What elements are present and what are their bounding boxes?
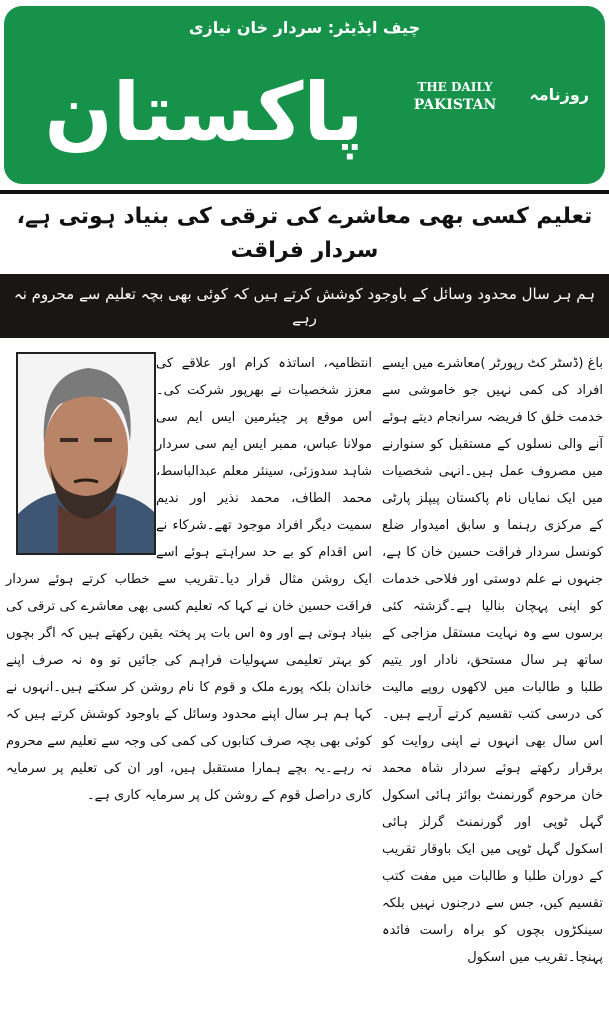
text-line: الطاف، محمد نذیر اور ندیم سمیت دیگر <box>156 491 372 533</box>
article-body <box>0 338 609 971</box>
text-line: کمی کی وجہ سے تعلیم سے محروم نہ رہے۔یہ بچے ہمارا <box>6 734 372 776</box>
text-line: یقین رکھتے ہیں کہ اگر بچوں کو بہتر تعلیمی سہولیات <box>6 626 372 668</box>
text-line: مستقبل ہیں، اور ان کی تعلیم پر سرمایہ کاری دراصل <box>6 761 372 803</box>
text-line: کے مستقبل کو سنوارنے میں مصروف عمل <box>382 437 603 479</box>
text-line: گورنمنٹ گرلز ہائی اسکول گہل ٹوپی میں ایک باوقار <box>382 815 603 857</box>
text-line: تقسیم کیں، جس سے درجنوں نہیں بلکہ سینکڑوں <box>382 896 603 938</box>
chief-editor-line: چیف ایڈیٹر: سردار خان نیازی <box>188 18 421 37</box>
text-line: قوم کے روشن کل پر سرمایہ کاری ہے۔ <box>86 788 301 803</box>
english-title-line1: THE DAILY <box>417 80 493 94</box>
roznama-label: روزنامہ <box>529 85 589 104</box>
text-line: فراقت حسین خان نے کہا کہ تعلیم کسی بھی معاشرے <box>80 599 373 614</box>
text-line: امیدوار ضلع کونسل سردار فراقت حسین خان کا ہے، <box>382 518 603 560</box>
text-line: انتظامیہ، اساتذہ کرام اور علاقے کی <box>156 356 372 371</box>
subheadline-banner: ہم ہر سال محدود وسائل کے باوجود کوشش کرتے ہیں کہ کوئی بھی بچہ تعلیم سے محروم نہ رہے <box>0 274 609 338</box>
right-column <box>382 350 603 971</box>
masthead-logo-urdu: پاکستان <box>44 66 364 159</box>
english-title-line2: PAKISTAN <box>413 97 497 113</box>
text-line: اپنی روایت کو برقرار رکھتے ہوئے سردار شاہ محمد خان <box>382 734 603 803</box>
left-column-bottom <box>6 518 372 803</box>
text-line: کوشش کرتے ہیں کہ کوئی بھی بچہ صرف کتابوں کی <box>6 707 372 749</box>
text-line: عباس، ممبر ایس ایم سی سردار شاہد <box>156 437 372 479</box>
text-line: نے کہا ہم ہر سال اپنے محدود وسائل کے باوجود <box>6 680 373 722</box>
text-line: سرانجام دیتے ہوئے آنے والی نسلوں <box>382 410 603 452</box>
portrait-photo <box>16 352 156 555</box>
portrait-image <box>18 354 154 553</box>
text-line: دیا۔تقریب سے خطاب کرتے ہوئے سردار <box>6 572 240 587</box>
left-column-top <box>156 356 372 533</box>
text-line: پورے ملک و قوم کا نام روشن کر سکتے ہیں۔انہوں <box>22 680 304 695</box>
text-line: باغ (ڈسٹر کٹ رپورٹر <box>489 356 603 371</box>
text-line: سدوزئی، سینئر معلم عبدالباسط، محمد <box>156 464 372 506</box>
text-line: بنالیا ہے۔گزشتہ کئی برسوں سے وہ نہایت مستقل <box>382 599 603 641</box>
text-line: مرحوم گورنمنٹ بوائز ہائی اسکول گہل ٹوپی اور <box>382 788 604 830</box>
text-line: پاکستان پیپلز پارٹی کے مرکزی رہنما و سابق <box>382 491 603 533</box>
text-line: سراہتے ہوئے اسے ایک روشن مثال قرار <box>156 545 372 587</box>
text-line: افراد موجود تھے۔شرکاء نے اس اقدام کو بے حد <box>156 518 372 560</box>
text-line: ہیں۔انہی شخصیات میں ایک نمایاں نام <box>382 464 603 506</box>
english-title <box>400 78 510 114</box>
text-line: مزاجی کے ساتھ ہر سال مستحق، نادار اور یتیم طلبا و <box>382 626 603 695</box>
text-line: بچوں کو براہ راست فائدہ پہنچا۔تقریب میں اسکول <box>382 923 603 965</box>
text-line: معزز شخصیات نے بھرپور شرکت کی۔ <box>156 383 372 398</box>
left-column <box>6 350 372 971</box>
text-line: تقسیم کرتے آرہے ہیں۔اس سال بھی انہوں نے <box>382 707 603 749</box>
text-line: جو خاموشی سے خدمت خلق کا فریضہ <box>382 383 603 425</box>
text-line: طالبات میں لاکھوں روپے مالیت کی درسی کتب <box>382 680 603 722</box>
text-line: فراہم کی جائیں تو وہ نہ صرف اپنے خاندان بلکہ <box>6 653 372 695</box>
text-line: اس موقع پر چیئرمین ایس ایم سی مولانا <box>156 410 372 452</box>
text-line: کی ترقی کی بنیاد ہوتی ہے اور وہ اس بات پر پختہ <box>6 599 372 641</box>
masthead <box>4 6 605 184</box>
text-line: )معاشرے میں ایسے افراد کی کمی نہیں <box>382 356 603 398</box>
text-line: جنہوں نے علم دوستی اور فلاحی خدمات کو اپنی پہچان <box>382 572 603 614</box>
headline: تعلیم کسی بھی معاشرے کی ترقی کی بنیاد ہوتی ہے، سردار فراقت <box>16 204 593 263</box>
text-line: تقریب کے دوران طلبا و طالبات میں مفت کتب <box>382 842 603 884</box>
